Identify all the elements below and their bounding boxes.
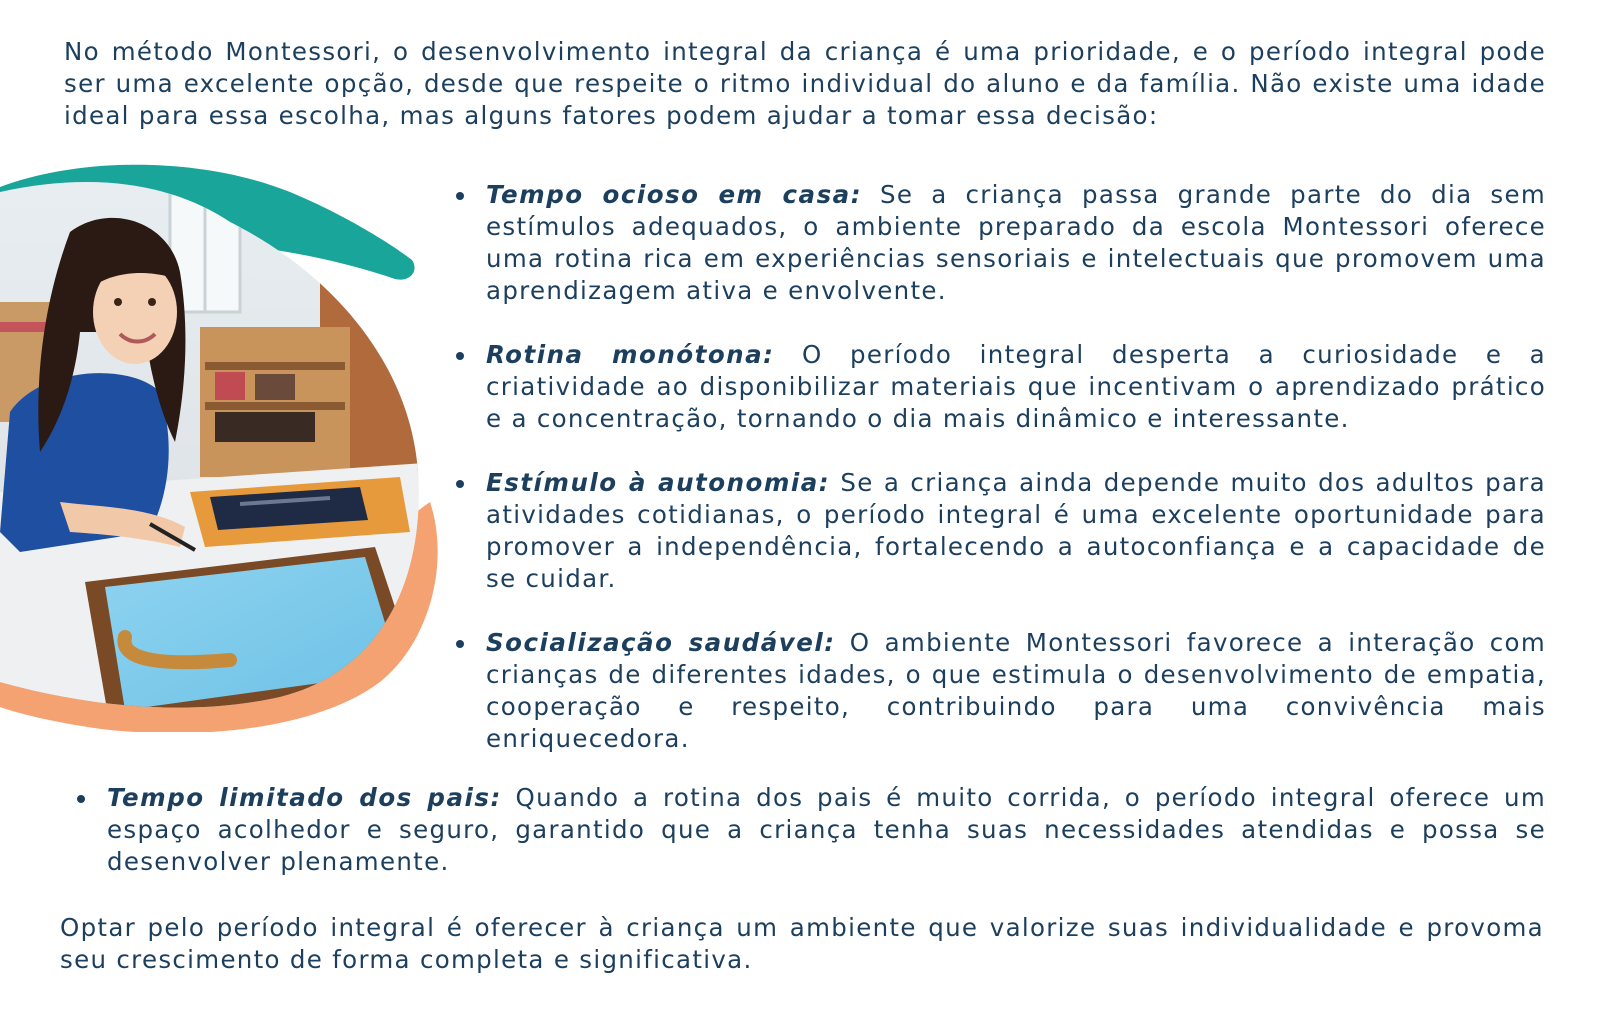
factor-text: Quando a rotina dos pais é muito corrida, o período integral oferece um espaço acolhedor e seguro, garantido que a criança tenha suas necessidades atendidas e possa se desenvolver plenamente. bbox=[107, 783, 1547, 876]
factor-term: Socialização saudável: bbox=[486, 628, 836, 657]
factor-term: Tempo ocioso em casa: bbox=[486, 180, 862, 209]
factors-list-right bbox=[486, 179, 1546, 787]
list-item bbox=[107, 782, 1546, 878]
factor-text: O ambiente Montessori favorece a interação com crianças de diferentes idades, o que estimula o desenvolvimento de empatia, cooperação e respeito, contribuindo para uma convivência mais enriquecedora. bbox=[486, 628, 1546, 753]
factor-term: Tempo limitado dos pais: bbox=[107, 783, 502, 812]
factor-term: Rotina monótona: bbox=[486, 340, 775, 369]
factors-list-bottom bbox=[107, 782, 1546, 878]
classroom-photo bbox=[0, 162, 440, 732]
factor-text: O período integral desperta a curiosidade e a criatividade ao disponibilizar materiais que incentivam o aprendizado prático e a concentração, tornando o dia mais dinâmico e interessante. bbox=[486, 340, 1546, 433]
conclusion-paragraph: Optar pelo período integral é oferecer à criança um ambiente que valorize suas individualidade e provoma seu crescimento de forma completa e significativa. bbox=[60, 913, 1544, 974]
factor-text: Se a criança passa grande parte do dia sem estímulos adequados, o ambiente preparado da escola Montessori oferece uma rotina rica em experiências sensoriais e intelectuais que promovem uma aprendizagem ativa e envolvente. bbox=[486, 180, 1546, 305]
list-item bbox=[486, 339, 1546, 435]
factor-text: Se a criança ainda depende muito dos adultos para atividades cotidianas, o período integral é uma excelente oportunidade para promover a independência, fortalecendo a autoconfiança e a capacidade de se cuidar. bbox=[486, 468, 1546, 593]
list-item bbox=[486, 467, 1546, 595]
intro-paragraph: No método Montessori, o desenvolvimento integral da criança é uma prioridade, e o período integral pode ser uma excelente opção, desde que respeite o ritmo individual do aluno e da família. Não existe uma idade ideal para essa escolha, mas alguns fatores podem ajudar a tomar essa decisão: bbox=[64, 37, 1546, 130]
factor-term: Estímulo à autonomia: bbox=[486, 468, 831, 497]
list-item bbox=[486, 627, 1546, 755]
list-item bbox=[486, 179, 1546, 307]
